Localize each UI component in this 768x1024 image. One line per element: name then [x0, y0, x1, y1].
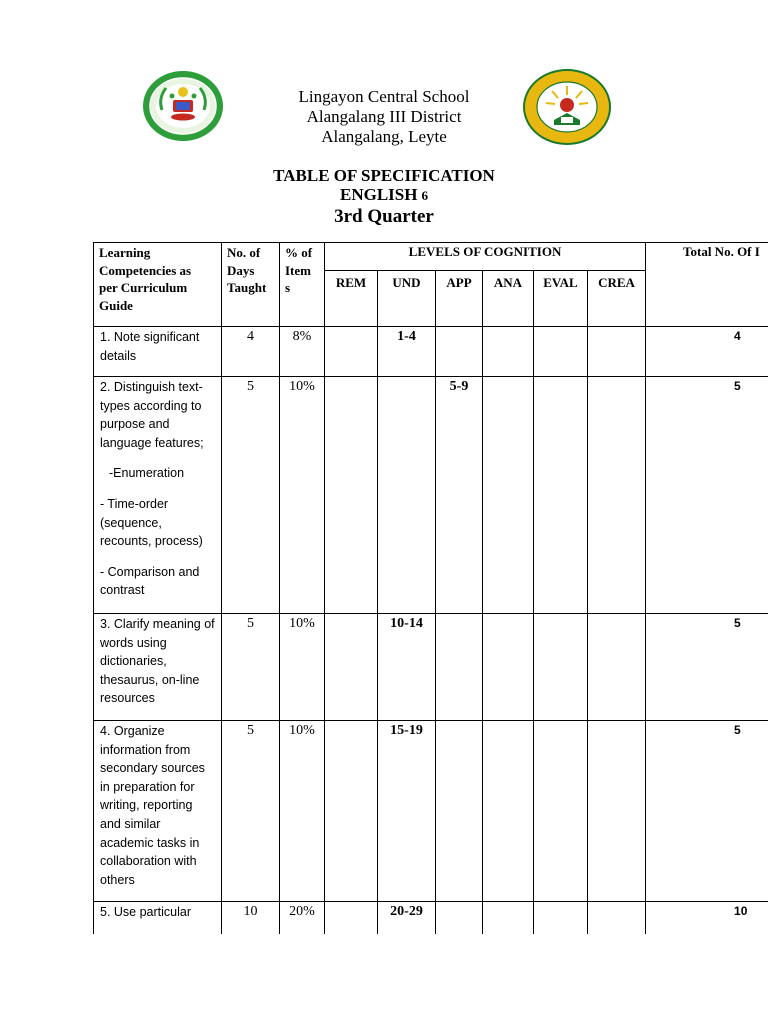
- total-cell: 5: [646, 377, 768, 614]
- total-items-header: Total No. Of I: [646, 243, 768, 327]
- percent-cell: 20%: [280, 902, 325, 935]
- und-cell: 1-4: [378, 327, 436, 377]
- ana-cell: [483, 721, 534, 902]
- table-header-row: [94, 243, 768, 271]
- school-name: Lingayon Central School: [298, 87, 470, 106]
- crea-cell: [588, 377, 646, 614]
- und-cell: [378, 377, 436, 614]
- table-row: [94, 902, 768, 935]
- level-ana: ANA: [483, 271, 534, 327]
- percent-cell: 10%: [280, 721, 325, 902]
- und-cell: 20-29: [378, 902, 436, 935]
- und-cell: 10-14: [378, 614, 436, 721]
- document-title-block: [0, 166, 768, 229]
- competency-cell: 3. Clarify meaning of words using dictionaries, thesaurus, on-line resources: [94, 614, 222, 721]
- total-cell: 5: [646, 721, 768, 902]
- und-cell: 15-19: [378, 721, 436, 902]
- rem-cell: [325, 614, 378, 721]
- level-eval: EVAL: [534, 271, 588, 327]
- rem-cell: [325, 327, 378, 377]
- competency-cell: 1. Note significant details: [94, 327, 222, 377]
- rem-cell: [325, 377, 378, 614]
- ana-cell: [483, 327, 534, 377]
- document-title: TABLE OF SPECIFICATION: [273, 166, 495, 185]
- rem-cell: [325, 902, 378, 935]
- ana-cell: [483, 377, 534, 614]
- days-cell: 5: [222, 721, 280, 902]
- total-cell: 4: [646, 327, 768, 377]
- grade-number: 6: [421, 188, 428, 203]
- competency-cell: 4. Organize information from secondary sources in preparation for writing, reporting and similar academic tasks in collaboration with others: [94, 721, 222, 902]
- eval-cell: [534, 721, 588, 902]
- percent-items-header: % of Item s: [280, 243, 325, 327]
- level-und: UND: [378, 271, 436, 327]
- level-app: APP: [436, 271, 483, 327]
- ana-cell: [483, 902, 534, 935]
- quarter-label: 3rd Quarter: [334, 206, 434, 227]
- competency-cell: 2. Distinguish text-types according to purpose and language features; -Enumeration - Time-order (sequence, recounts, process) - Comparison and contrast: [94, 377, 222, 614]
- crea-cell: [588, 902, 646, 935]
- percent-cell: 8%: [280, 327, 325, 377]
- eval-cell: [534, 377, 588, 614]
- total-cell: 10: [646, 902, 768, 935]
- crea-cell: [588, 721, 646, 902]
- district-name: Alangalang III District: [306, 107, 462, 126]
- table-row: [94, 377, 768, 614]
- crea-cell: [588, 327, 646, 377]
- rem-cell: [325, 721, 378, 902]
- eval-cell: [534, 902, 588, 935]
- days-cell: 5: [222, 377, 280, 614]
- ana-cell: [483, 614, 534, 721]
- specification-table-wrap: [93, 242, 768, 934]
- school-address: Alangalang, Leyte: [321, 127, 447, 146]
- days-cell: 10: [222, 902, 280, 935]
- days-cell: 4: [222, 327, 280, 377]
- competency-cell: 5. Use particular: [94, 902, 222, 935]
- competencies-header: Learning Competencies as per Curriculum Guide: [94, 243, 222, 327]
- level-crea: CREA: [588, 271, 646, 327]
- subject-line: [0, 185, 768, 205]
- app-cell: [436, 614, 483, 721]
- app-cell: [436, 721, 483, 902]
- table-row: [94, 327, 768, 377]
- table-row: [94, 614, 768, 721]
- levels-of-cognition-header: LEVELS OF COGNITION: [325, 243, 646, 271]
- level-rem: REM: [325, 271, 378, 327]
- app-cell: [436, 902, 483, 935]
- app-cell: 5-9: [436, 377, 483, 614]
- days-cell: 5: [222, 614, 280, 721]
- days-taught-header: No. of Days Taught: [222, 243, 280, 327]
- specification-table: [93, 242, 768, 934]
- school-header: [0, 87, 768, 147]
- subject-name: ENGLISH: [340, 185, 418, 204]
- eval-cell: [534, 614, 588, 721]
- table-row: [94, 721, 768, 902]
- crea-cell: [588, 614, 646, 721]
- total-cell: 5: [646, 614, 768, 721]
- eval-cell: [534, 327, 588, 377]
- app-cell: [436, 327, 483, 377]
- percent-cell: 10%: [280, 377, 325, 614]
- percent-cell: 10%: [280, 614, 325, 721]
